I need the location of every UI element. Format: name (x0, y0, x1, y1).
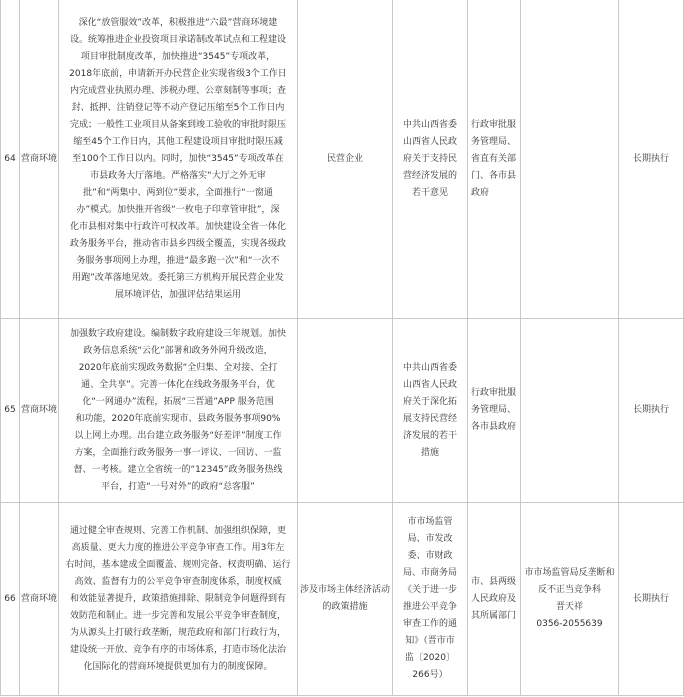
policy-cell: 中共山西省委 山西省人民政 府关于深化拓 展支持民营经 济发展的若干 措施 (393, 319, 468, 503)
table-row (1, 503, 684, 696)
policy-cell: 中共山西省委 山西省人民政 府关于支持民 营经济发展的 若干意见 (393, 0, 468, 319)
period-cell: 长期执行 (619, 0, 684, 319)
row-number: 64 (1, 0, 20, 319)
category-cell: 营商环境 (20, 503, 59, 696)
period-cell: 长期执行 (619, 503, 684, 696)
department-cell: 行政审批服 务管理局、 省直有关部 门、各市县 政府 (468, 0, 521, 319)
category-cell: 营商环境 (20, 0, 59, 319)
category-cell: 营商环境 (20, 319, 59, 503)
contact-cell (521, 319, 619, 503)
measure-cell (298, 319, 393, 503)
content-cell: 通过健全审查规则、完善工作机制、加强组织保障，更 高质量、更大力度的推进公平竞争审查工作。用3年左 右时间，基本建成全面覆盖、规则完备、权责明确、运行 高效、监督有力的公平竞争审查制度体系，制度权威 和效能显著提升，政策措施排除、限制竞争问题得到有 效防范和制止。进一步完善和发展公平竞争审查制度， 为从源头上打破行政垄断，规范政府和部门行政行为， 建设统一开放、竞争有序的市场体系，打造市场化法治 化国际化的营商环境提供更加有力的制度保障。 (59, 503, 298, 696)
table-row (1, 319, 684, 503)
policy-cell: 市市场监管 局、市发改 委、市财政 局、市商务局 《关于进一步 推进公平竞争 审查工作的通 知》（晋市市 监〔2020〕 266号） (393, 503, 468, 696)
contact-cell (521, 0, 619, 319)
table-row (1, 0, 684, 319)
content-cell: 加强数字政府建设。编制数字政府建设三年规划。加快 政务信息系统“云化”部署和政务外网升级改造， 2020年底前实现政务数据“全归集、全对接、全打 通、全共享”。完善一体化在线政务服务平台，优 化“一网通办”流程，拓展“三晋通”APP 服务范围 和功能，2020年底前实现市、县政务服务事项90% 以上网上办理。出台建立政务服务“好差评”制度工作 方案，全面推行政务服务一事一评议、一回访、一监 督、一考核。建立全省统一的“12345”政务服务热线 平台，打造“一号对外”的政府“总客服” (59, 319, 298, 503)
department-cell: 行政审批服 务管理局、 各市县政府 (468, 319, 521, 503)
row-number: 65 (1, 319, 20, 503)
measure-cell: 民营企业 (298, 0, 393, 319)
row-number: 66 (1, 503, 20, 696)
period-cell: 长期执行 (619, 319, 684, 503)
content-cell: 深化“放管服效”改革，积极推进“六最”营商环境建 设。统筹推进企业投资项目承诺制改革试点和工程建设 项目审批制度改革，加快推进“3545”专项改革， 2018年底前，申请新开办民营企业实现省级3个工作日 内完成营业执照办理、涉税办理、公章刻制等事项；查 封、抵押、注销登记等不动产登记压缩至5个工作日内 完成；一般性工业项目从备案到竣工验收的审批时限压 缩至45个工作日内，其他工程建设项目审批时限压减 至100个工作日以内。同时，加快“3545”专项改革在 市县政务大厅落地。严格落实“大厅之外无审 批”和“两集中、两到位”要求，全面推行“一窗通 办”模式。加快推开省级“一枚电子印章管审批”，深 化市县相对集中行政许可权改革。加快建设全省一体化 政务服务平台，推动省市县乡四级全覆盖，实现各级政 务服务事项网上办理，推进“最多跑一次”和“一次不 用跑”改革落地见效。委托第三方机构开展民营企业发 展环境评估，加强评估结果运用 (59, 0, 298, 319)
contact-cell: 市市场监管局反垄断和 反不正当竞争科 晋天祥 0356-2055639 (521, 503, 619, 696)
measure-cell: 涉及市场主体经济活动 的政策措施 (298, 503, 393, 696)
department-cell: 市、县两级 人民政府及 其所属部门 (468, 503, 521, 696)
